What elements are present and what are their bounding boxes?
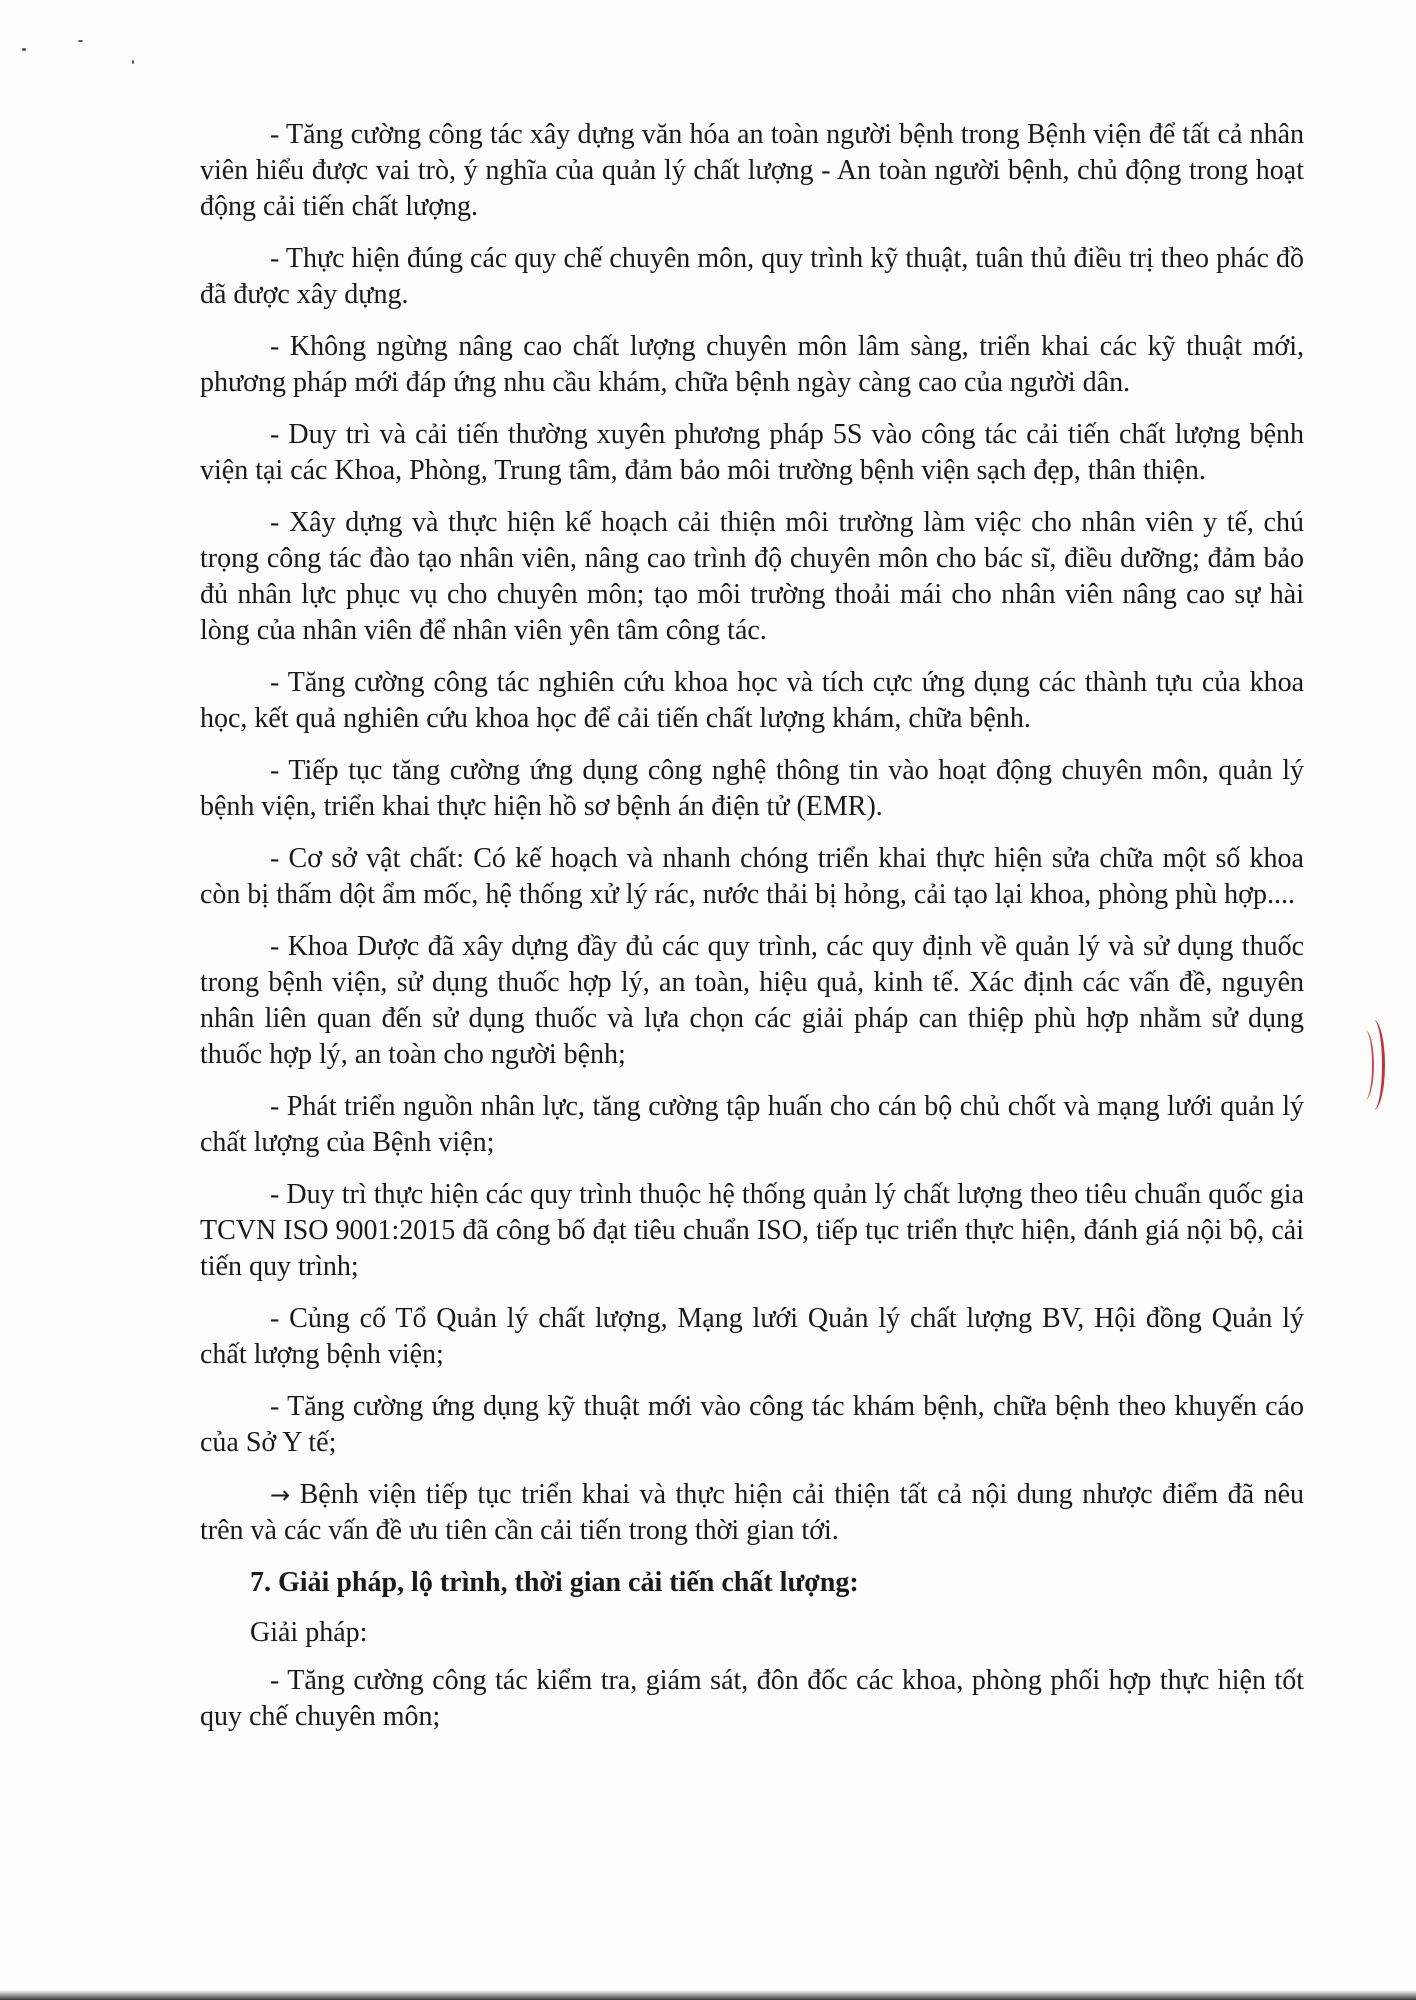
- paragraph: - Tăng cường ứng dụng kỹ thuật mới vào công tác khám bệnh, chữa bệnh theo khuyến cáo của Sở Y tế;: [200, 1391, 1304, 1458]
- paragraph: - Thực hiện đúng các quy chế chuyên môn, quy trình kỹ thuật, tuân thủ điều trị theo phác đồ đã được xây dựng.: [200, 243, 1304, 310]
- scan-speck: [78, 40, 83, 42]
- paragraph: - Phát triển nguồn nhân lực, tăng cường tập huấn cho cán bộ chủ chốt và mạng lưới quản lý chất lượng của Bệnh viện;: [200, 1091, 1304, 1158]
- scan-speck: [132, 60, 134, 64]
- paragraph: - Tăng cường công tác nghiên cứu khoa học và tích cực ứng dụng các thành tựu của khoa học, kết quả nghiên cứu khoa học để cải tiến chất lượng khám, chữa bệnh.: [200, 667, 1304, 734]
- paragraph: - Tiếp tục tăng cường ứng dụng công nghệ thông tin vào hoạt động chuyên môn, quản lý bệnh viện, triển khai thực hiện hồ sơ bệnh án điện tử (EMR).: [200, 755, 1304, 822]
- red-stamp-edge-mark: [1356, 1030, 1374, 1100]
- paragraph: - Khoa Dược đã xây dựng đầy đủ các quy trình, các quy định về quản lý và sử dụng thuốc trong bệnh viện, sử dụng thuốc hợp lý, an toàn, hiệu quả, kinh tế. Xác định các vấn đề, nguyên nhân liên quan đến sử dụng thuốc và lựa chọn các giải pháp can thiệp phù hợp nhằm sử dụng thuốc hợp lý, an toàn cho người bệnh;: [200, 931, 1304, 1070]
- section-heading: 7. Giải pháp, lộ trình, thời gian cải tiến chất lượng:: [250, 1567, 859, 1598]
- solutions-label: Giải pháp:: [250, 1617, 368, 1648]
- arrow-right-icon: →: [270, 1481, 291, 1509]
- conclusion-text: Bệnh viện tiếp tục triển khai và thực hiện cải thiện tất cả nội dung nhược điểm đã nêu trên và các vấn đề ưu tiên cần cải tiến trong thời gian tới.: [200, 1479, 1304, 1546]
- paragraph: - Duy trì thực hiện các quy trình thuộc hệ thống quản lý chất lượng theo tiêu chuẩn quốc gia TCVN ISO 9001:2015 đã công bố đạt tiêu chuẩn ISO, tiếp tục triển thực hiện, đánh giá nội bộ, cải tiến quy trình;: [200, 1179, 1304, 1282]
- solution-item: - Tăng cường công tác kiểm tra, giám sát, đôn đốc các khoa, phòng phối hợp thực hiện tốt quy chế chuyên môn;: [200, 1665, 1304, 1732]
- paragraph: - Cơ sở vật chất: Có kế hoạch và nhanh chóng triển khai thực hiện sửa chữa một số khoa còn bị thấm dột ẩm mốc, hệ thống xử lý rác, nước thải bị hỏng, cải tạo lại khoa, phòng phù hợp....: [200, 843, 1304, 910]
- scan-speck: [22, 48, 26, 51]
- paragraph: - Không ngừng nâng cao chất lượng chuyên môn lâm sàng, triển khai các kỹ thuật mới, phương pháp mới đáp ứng nhu cầu khám, chữa bệnh ngày càng cao của người dân.: [200, 331, 1304, 398]
- document-body: [200, 117, 1304, 1751]
- paragraph: - Xây dựng và thực hiện kế hoạch cải thiện môi trường làm việc cho nhân viên y tế, chú trọng công tác đào tạo nhân viên, nâng cao trình độ chuyên môn cho bác sĩ, điều dưỡng; đảm bảo đủ nhân lực phục vụ cho chuyên môn; tạo môi trường thoải mái cho nhân viên nâng cao sự hài lòng của nhân viên để nhân viên yên tâm công tác.: [200, 507, 1304, 646]
- paragraph: - Củng cố Tổ Quản lý chất lượng, Mạng lưới Quản lý chất lượng BV, Hội đồng Quản lý chất lượng bệnh viện;: [200, 1303, 1304, 1370]
- paragraph: - Duy trì và cải tiến thường xuyên phương pháp 5S vào công tác cải tiến chất lượng bệnh viện tại các Khoa, Phòng, Trung tâm, đảm bảo môi trường bệnh viện sạch đẹp, thân thiện.: [200, 419, 1304, 486]
- conclusion-paragraph: [200, 1477, 1304, 1549]
- paragraph: - Tăng cường công tác xây dựng văn hóa an toàn người bệnh trong Bệnh viện để tất cả nhân viên hiểu được vai trò, ý nghĩa của quản lý chất lượng - An toàn người bệnh, chủ động trong hoạt động cải tiến chất lượng.: [200, 119, 1304, 222]
- scan-bottom-edge: [0, 1990, 1416, 2000]
